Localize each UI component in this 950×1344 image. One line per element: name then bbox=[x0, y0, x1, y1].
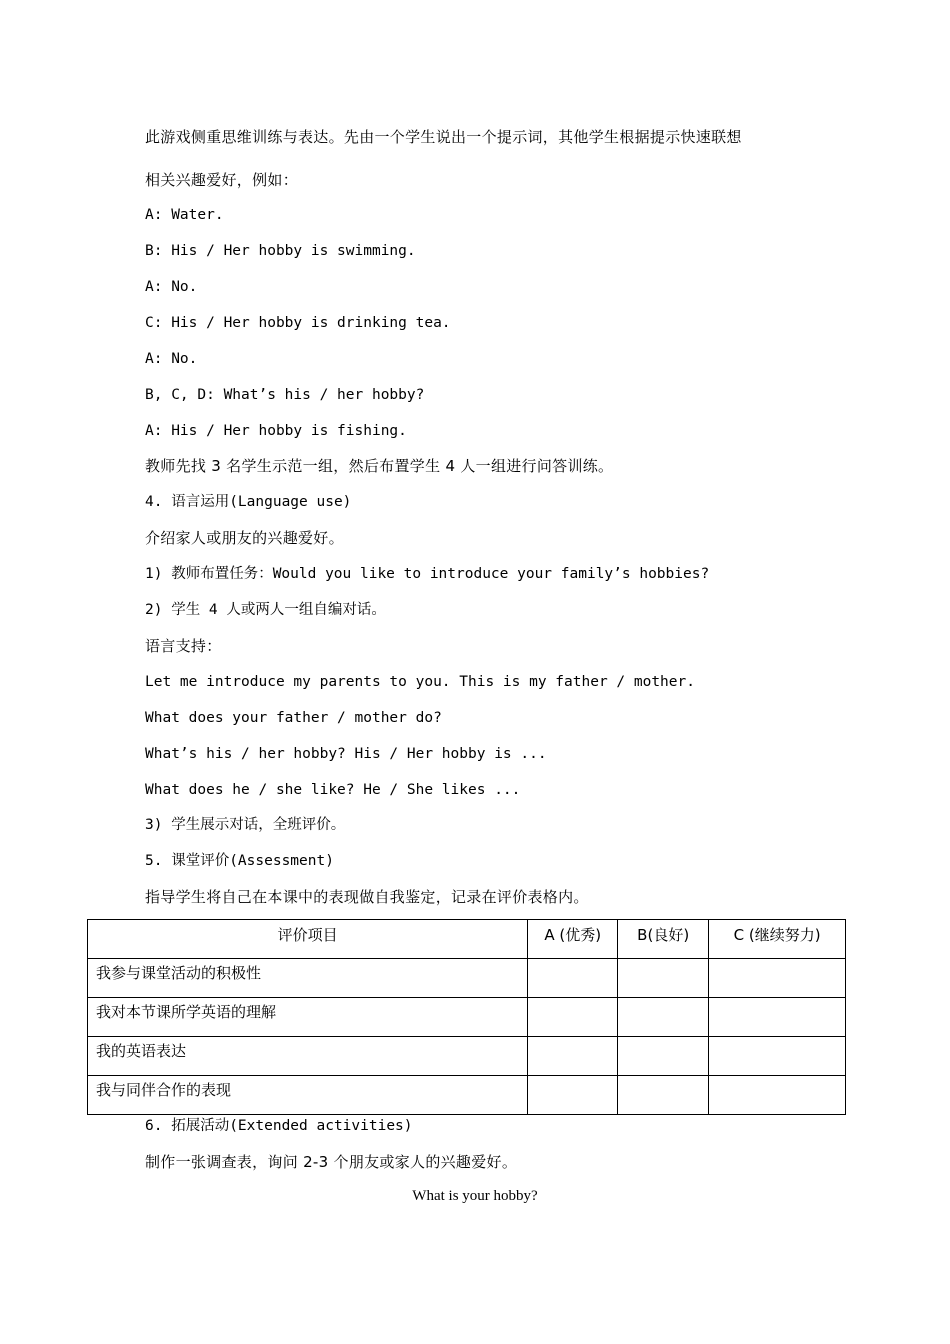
cell-c[interactable] bbox=[709, 1037, 846, 1076]
section-heading: 6. 拓展活动(Extended activities) bbox=[145, 1118, 413, 1134]
cell-a[interactable] bbox=[528, 998, 618, 1037]
evaluation-table bbox=[87, 919, 846, 1115]
support-sentence: Let me introduce my parents to you. This is my father / mother. bbox=[145, 674, 695, 690]
dialogue-line: A: No. bbox=[145, 351, 198, 367]
row-label: 我参与课堂活动的积极性 bbox=[88, 959, 528, 998]
cell-a[interactable] bbox=[528, 1037, 618, 1076]
dialogue-line: A: No. bbox=[145, 279, 198, 295]
cell-b[interactable] bbox=[618, 959, 709, 998]
header-item: 评价项目 bbox=[88, 920, 528, 959]
paragraph-line: 教师先找 3 名学生示范一组，然后布置学生 4 人一组进行问答训练。 bbox=[145, 457, 614, 475]
table-row bbox=[88, 1076, 846, 1115]
paragraph-line: 指导学生将自己在本课中的表现做自我鉴定，记录在评价表格内。 bbox=[145, 888, 589, 906]
cell-b[interactable] bbox=[618, 998, 709, 1037]
dialogue-line: B, C, D: What’s his / her hobby? bbox=[145, 387, 425, 403]
cell-a[interactable] bbox=[528, 959, 618, 998]
support-sentence: What’s his / her hobby? His / Her hobby is ... bbox=[145, 746, 547, 762]
section-heading: 5. 课堂评价(Assessment) bbox=[145, 853, 334, 869]
cell-c[interactable] bbox=[709, 998, 846, 1037]
cell-b[interactable] bbox=[618, 1037, 709, 1076]
paragraph-line: 相关兴趣爱好，例如： bbox=[145, 171, 299, 189]
paragraph-line: 语言支持： bbox=[145, 637, 222, 655]
table-row bbox=[88, 959, 846, 998]
cell-c[interactable] bbox=[709, 959, 846, 998]
cell-c[interactable] bbox=[709, 1076, 846, 1115]
section-heading: 4. 语言运用(Language use) bbox=[145, 494, 352, 510]
paragraph-line: 此游戏侧重思维训练与表达。先由一个学生说出一个提示词，其他学生根据提示快速联想 bbox=[145, 128, 742, 146]
dialogue-line: B: His / Her hobby is swimming. bbox=[145, 243, 416, 259]
header-grade-b: B(良好) bbox=[618, 920, 709, 959]
dialogue-line: C: His / Her hobby is drinking tea. bbox=[145, 315, 451, 331]
list-item: 3) 学生展示对话，全班评价。 bbox=[145, 817, 346, 833]
survey-title: What is your hobby? bbox=[412, 1188, 538, 1204]
cell-b[interactable] bbox=[618, 1076, 709, 1115]
list-item: 1) 教师布置任务：Would you like to introduce your family’s hobbies? bbox=[145, 566, 710, 582]
paragraph-line: 介绍家人或朋友的兴趣爱好。 bbox=[145, 529, 344, 547]
row-label: 我的英语表达 bbox=[88, 1037, 528, 1076]
row-label: 我与同伴合作的表现 bbox=[88, 1076, 528, 1115]
table-row bbox=[88, 998, 846, 1037]
table-row bbox=[88, 1037, 846, 1076]
support-sentence: What does he / she like? He / She likes ... bbox=[145, 782, 521, 798]
paragraph-line: 制作一张调查表，询问 2-3 个朋友或家人的兴趣爱好。 bbox=[145, 1153, 518, 1171]
cell-a[interactable] bbox=[528, 1076, 618, 1115]
header-grade-a: A (优秀) bbox=[528, 920, 618, 959]
table-header-row bbox=[88, 920, 846, 959]
header-grade-c: C (继续努力) bbox=[709, 920, 846, 959]
dialogue-line: A: Water. bbox=[145, 207, 224, 223]
row-label: 我对本节课所学英语的理解 bbox=[88, 998, 528, 1037]
support-sentence: What does your father / mother do? bbox=[145, 710, 442, 726]
list-item: 2) 学生 4 人或两人一组自编对话。 bbox=[145, 602, 386, 618]
dialogue-line: A: His / Her hobby is fishing. bbox=[145, 423, 407, 439]
